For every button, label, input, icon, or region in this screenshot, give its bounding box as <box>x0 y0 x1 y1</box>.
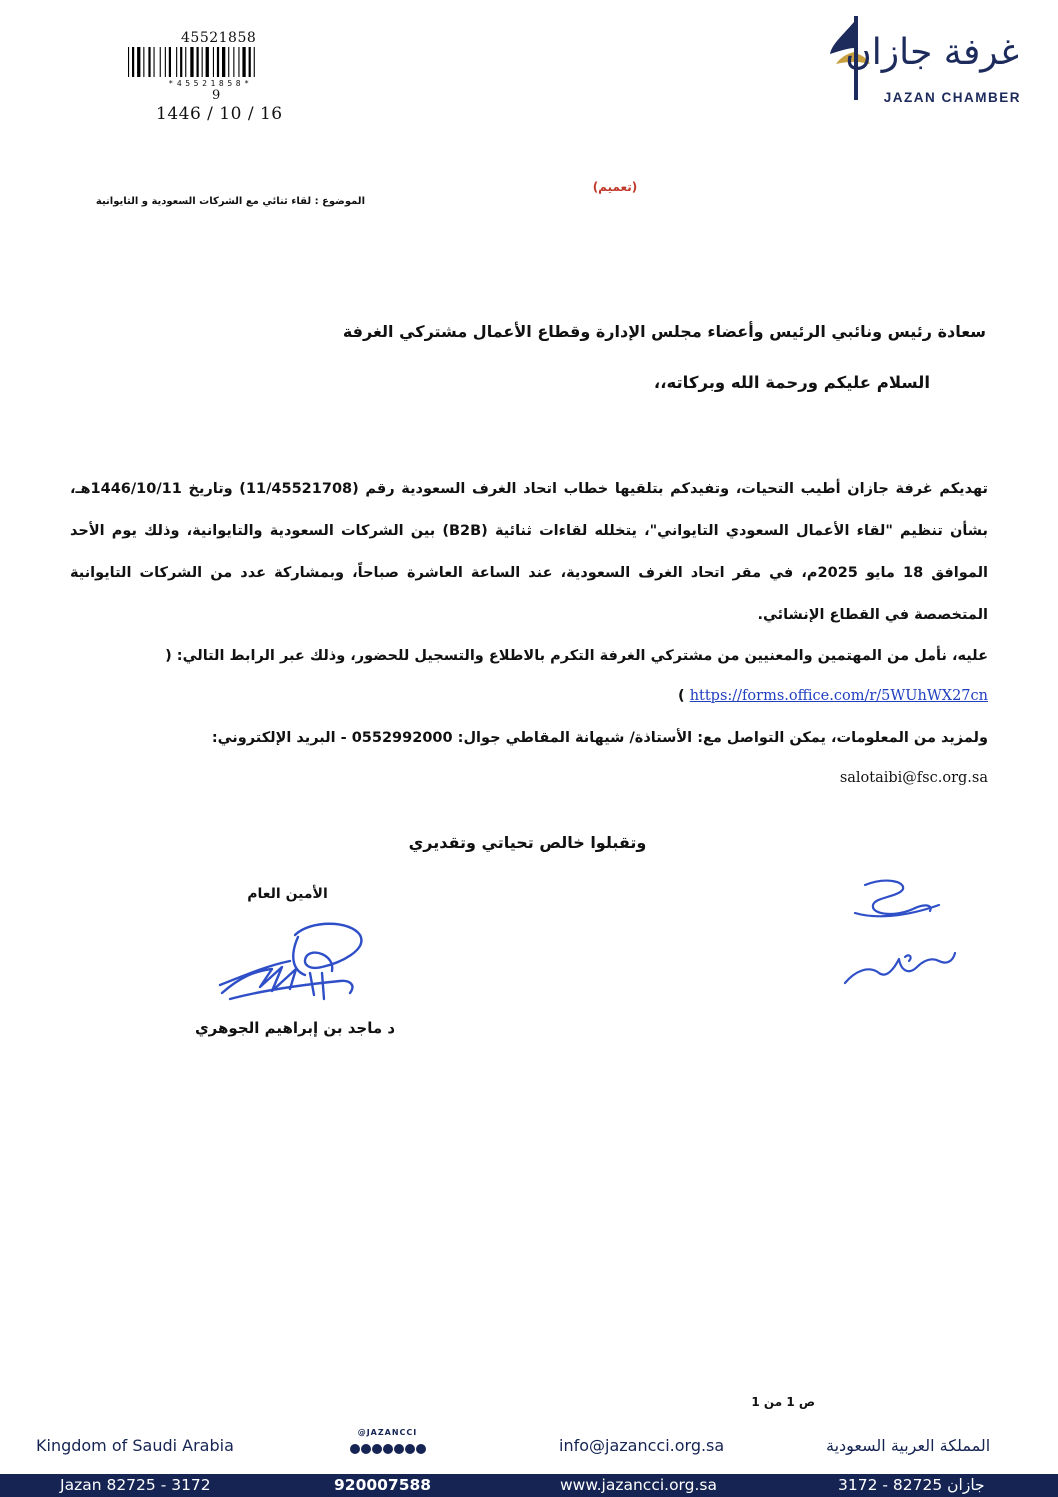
snapchat-icon[interactable] <box>361 1444 371 1454</box>
instagram-icon[interactable] <box>383 1444 393 1454</box>
facebook-icon[interactable] <box>372 1444 382 1454</box>
subject-line: الموضوع : لقاء ثنائي مع الشركات السعودية و التايوانية <box>95 196 365 207</box>
logo-english-text: JAZAN CHAMBER <box>883 90 1021 105</box>
footer-email[interactable]: info@jazancci.org.sa <box>559 1436 725 1455</box>
logo-arabic-text: غرفة جازان <box>845 32 1019 73</box>
social-icons-row <box>335 1439 440 1458</box>
handwritten-initials <box>835 875 965 1005</box>
greeting-line: السلام عليكم ورحمة الله وبركاته،، <box>653 373 930 392</box>
body-paragraph-1: تهديكم غرفة جازان أطيب التحيات، وتفيدكم بتلقيها خطاب اتحاد الغرف السعودية رقم (11/45521708) وتاريخ 1446/10/11هـ، بشأن تنظيم "لقاء الأعمال السعودي التايواني"، يتخلله لقاءات ثنائية (B2B) بين الشركات السعودية والتايوانية، وذلك يوم الأحد الموافق 18 مايو 2025م، في مقر اتحاد الغرف السعودية، عند الساعة العاشرة صباحاً، وبمشاركة عدد من الشركات التايوانية المتخصصة في القطاع الإنشائي. <box>70 481 989 623</box>
contact-text: ولمزيد من المعلومات، يمكن التواصل مع: الأستاذة/ شيهانة المقاطي جوال: 0552992000 - البريد الإلكتروني: <box>211 730 988 746</box>
footer-country-en: Kingdom of Saudi Arabia <box>36 1436 234 1455</box>
body-paragraph-2 <box>70 636 988 716</box>
footer-country-ar: المملكة العربية السعودية <box>826 1436 991 1455</box>
barcode-digits: *45521858* <box>168 79 253 88</box>
signatory-title: الأمين العام <box>247 886 328 902</box>
jazan-chamber-logo <box>820 14 1025 114</box>
reference-number: 45521858 <box>181 30 257 46</box>
footer-address-ar: جازان 82725 - 3172 <box>838 1476 985 1494</box>
registration-close: ) <box>677 688 685 704</box>
hijri-date: 1446 / 10 / 16 <box>156 104 283 124</box>
footer-address-en: Jazan 82725 - 3172 <box>60 1476 211 1494</box>
handwritten-signature <box>210 915 380 1015</box>
barcode-image <box>128 47 293 77</box>
youtube-icon[interactable] <box>405 1444 415 1454</box>
footer-website[interactable]: www.jazancci.org.sa <box>560 1476 717 1494</box>
copy-number: 9 <box>212 88 221 103</box>
linkedin-icon[interactable] <box>416 1444 426 1454</box>
registration-link[interactable]: https://forms.office.com/r/5WUhWX27cn <box>689 688 988 704</box>
recipient-line: سعادة رئيس ونائبي الرئيس وأعضاء مجلس الإدارة وقطاع الأعمال مشتركي الغرفة <box>342 322 986 341</box>
x-icon[interactable] <box>350 1444 360 1454</box>
page-number: ص 1 من 1 <box>751 1395 815 1409</box>
contact-email-link[interactable]: salotaibi@fsc.org.sa <box>839 770 988 786</box>
circular-tag: (تعميم) <box>592 180 638 194</box>
signatory-name: د ماجد بن إبراهيم الجوهري <box>194 1019 396 1037</box>
registration-text: عليه، نأمل من المهتمين والمعنيين من مشتركي الغرفة التكرم بالاطلاع والتسجيل للحضور، وذلك عبر الرابط التالي: ( <box>165 648 988 664</box>
body-paragraph-3 <box>70 718 988 798</box>
closing-line: وتقبلوا خالص تحياتي وتقديري <box>408 833 647 852</box>
footer-social <box>335 1428 440 1458</box>
footer-phone[interactable]: 920007588 <box>334 1476 432 1494</box>
social-handle: @JAZANCCI <box>357 1428 418 1437</box>
tiktok-icon[interactable] <box>394 1444 404 1454</box>
